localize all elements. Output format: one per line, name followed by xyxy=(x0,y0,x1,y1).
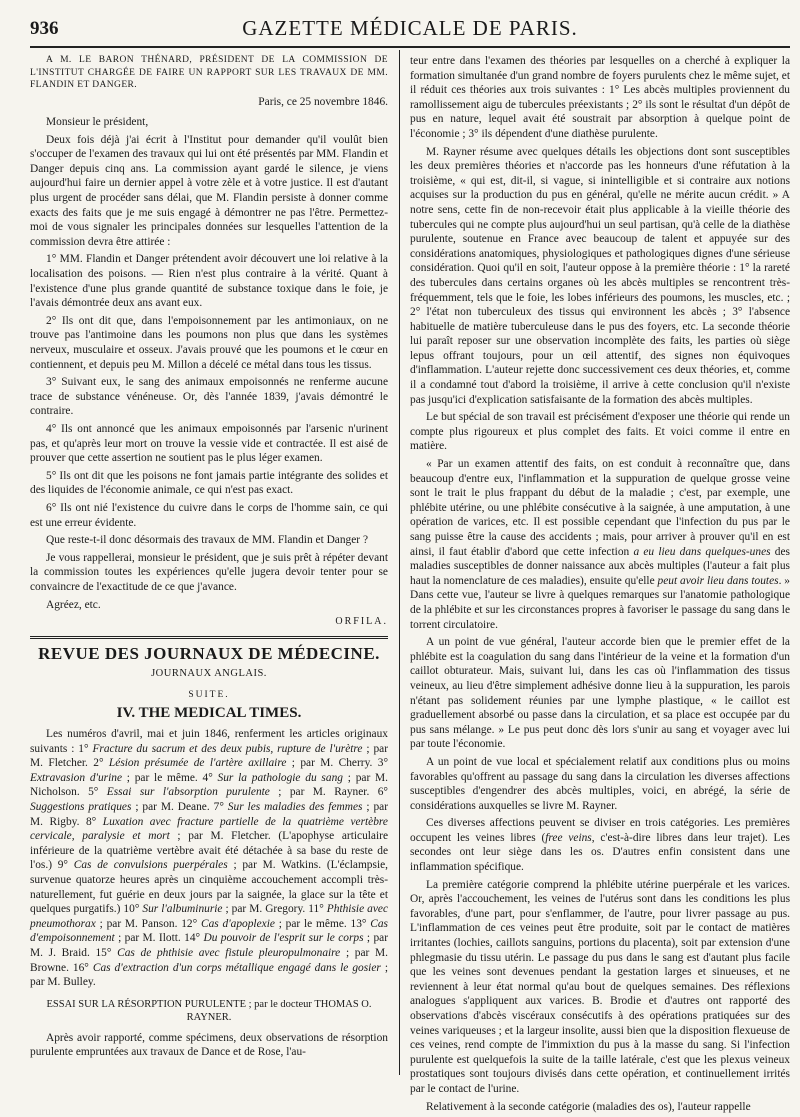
left-column xyxy=(30,54,388,1063)
essai-first-paragraph: Après avoir rapporté, comme spécimens, deux observations de résorption purulente empruntées aux travaux de Dance et de Rose, l'au- xyxy=(30,1031,388,1059)
body-paragraph: A un point de vue local et spécialement relatif aux conditions plus ou moins favorables qu'offrent au passage du sang dans la circulation les diverses affections susceptibles d'engendrer des abcès multiples, voici, en abrégé, la série de considérations auxquelles se livre M. Rayner. xyxy=(410,755,790,812)
letter-paragraph: 3° Suivant eux, le sang des animaux empoisonnés ne renferme aucune trace de substance vénéneuse. Or, dès l'année 1839, j'avais démontré le contraire. xyxy=(30,376,388,418)
letter-body xyxy=(30,133,388,612)
letter-paragraph: Que reste-t-il donc désormais des travaux de MM. Flandin et Danger ? xyxy=(46,534,369,547)
body-paragraph: Ces diverses affections peuvent se diviser en trois catégories. Les premières occupent les veines libres (free veins, c'est-à-dire libres dans leur trajet). Les secondes ont leur siège dans les os. D'autres enfin consistent dans une inflammation spécifique. xyxy=(410,817,790,874)
page-number: 936 xyxy=(30,18,59,39)
letter-paragraph: 2° Ils ont dit que, dans l'empoisonnement par les antimoniaux, on ne trouve pas l'antimoine dans les poumons non plus que dans les systèmes nerveux, musculaire et osseux. J'avais prouvé que les poumons et le cœur en contiennent, et depuis peu M. Millon a décelé ce métal dans tous les tissus. xyxy=(30,314,388,371)
header-rule xyxy=(30,46,790,48)
letter-paragraph: 6° Ils ont nié l'existence du cuivre dans le corps de l'homme sain, ce qui est une erreur évidente. xyxy=(30,501,388,529)
body-paragraph: teur entre dans l'examen des théories par lesquelles on a cherché à expliquer la formation simultanée d'un grand nombre de foyers purulents chez le même sujet, et il réduit ces théories aux trois suivantes : 1° Les abcès multiples proviennent du ramollissement aigu de tubercules préexistants ; 2° ils sont le résultat d'un dépôt de pus en nature, lequel avait été soustrait par absorption à quelque point de l'économie ; 3° ils dépendent d'une diathèse purulente. xyxy=(410,55,790,140)
revue-subtitle: JOURNAUX ANGLAIS. xyxy=(151,668,267,680)
revue-suite: SUITE. xyxy=(188,689,230,700)
body-paragraph: M. Rayner résume avec quelques détails les objections dont sont susceptibles les deux premières théories et n'accorde pas les honneurs d'une réfutation à la troisième, « qui est, dit-il, si vague, si inintelligible et si contraire aux notions acquises sur la production du pus en général, qu'elle ne mérite aucun crédit. » A notre sens, cette fin de non-recevoir était plus applicable à la vieille théorie des tubercules qui ne compte plus aujourd'hui un seul partisan, qu'à celle de la diathèse purulente, soutenue en France avec beaucoup de talent et appuyée sur des considérations anatomiques, physiologiques et pathologiques dignes d'une sérieuse considération. Quoi qu'il en soit, l'auteur oppose à la première théorie : 1° la rareté des tubercules dans certains organes où les abcès multiples se rencontrent très-fréquemment, tels que le foie, les lobes inférieurs des poumons, les muscles, etc. ; 2° l'état non tuberculeux des tissus qui environnent les abcès ; 3° l'absence habituelle de matière tuberculeuse dans le pus des foyers, etc. La seconde théorie lui paraît reposer sur une observation incomplète des faits, les parties où siège lepus offrant toujours, pour un œil attentif, des signes non équivoques d'inflammation. L'auteur rejette donc successivement ces deux théories, et, comme il a condamné tout d'abord la troisième, il arrive à cette conclusion qu'il n'existe pas jusqu'ici d'explication satisfaisante de la formation des abcès multiples. xyxy=(410,145,790,406)
body-paragraph: A un point de vue général, l'auteur accorde bien que le premier effet de la phlébite est la coagulation du sang dans l'intérieur de la veine et la formation d'un caillot obturateur. Mais, suivant lui, dans les cas où l'inflammation des tissus veineux, au lieu d'être simplement adhésive donne lieu à la suppuration, les parois n'étant pas solidement réunies par une lymphe plastique, « le caillot est graduellement absorbé ou passe dans la circulation, et sa place est occupée par du pus sans mélange. » Le pus peut donc dès lors s'unir au sang et voyager avec lui par toute l'économie. xyxy=(410,636,790,751)
letter-paragraph: Deux fois déjà j'ai écrit à l'Institut pour demander qu'il voulût bien s'occuper de l'examen des travaux qui lui ont été présentés par MM. Flandin et Danger depuis cinq ans. La commission ayant gardé le silence, je viens aujourd'hui faire un dernier appel à votre zèle et à votre justice. Il est d'autant plus urgent de procéder sans délai, que M. Flandin persiste à donner comme exacts des faits que je me suis engagé à démontrer ne pas l'être. Permettez-moi de vous signaler les principales données sur lesquelles l'attention de la commission devra être attirée : xyxy=(30,133,388,248)
letter-date: Paris, ce 25 novembre 1846. xyxy=(258,95,388,108)
essai-title: ESSAI SUR LA RÉSORPTION PURULENTE ; par le docteur THOMAS O. RAYNER. xyxy=(46,998,372,1024)
body-paragraph: Relativement à la seconde catégorie (maladies des os), l'auteur rappelle xyxy=(426,1100,751,1113)
letter-paragraph: 4° Ils ont annoncé que les animaux empoisonnés par l'arsenic n'urinent pas, et qu'après leur mort on trouve la vessie vide et contractée. Il est aisé de prouver que cette assertion ne soutient pas le plus léger examen. xyxy=(30,422,388,465)
body-paragraph: La première catégorie comprend la phlébite utérine puerpérale et les varices. Or, après l'accouchement, les veines de l'utérus sont dans les conditions les plus favorables, d'une part, pour s'enflammer, de l'autre, pour livrer passage au pus. L'inflammation de ces veines peut être produite, soit par le contact de matières irritantes (lochies, caillots sanguins, portions du placenta), soit par extension d'une phlegmasie du tissu utérin. Le passage du pus dans le sang est d'autant plus facile que les veines sont devenues pendant la gestation larges et sinueuses, et ne reviennent à leur état normal qu'au bout de quelques semaines. Des réflexions analogues s'appliquent aux varices. B. Brodie et d'autres ont rapporté des observations d'abcès viscéraux consécutifs à des opérations pratiquées sur des veines variqueuses ; et la largeur insolite, aussi bien que la disposition flexueuse de ces veines, rend compte de l'immixtion du pus à la masse du sang. Si l'infection purulente est quelquefois la suite de la taille latérale, c'est que les plexus veineux prostatiques sont toujours divisés dans cette opération, et continuellement irrités par le contact de l'urine. xyxy=(410,878,790,1095)
letter-paragraph: 1° MM. Flandin et Danger prétendent avoir découvert une loi relative à la localisation des poisons. — Rien n'est plus contraire à la vérité. Quant à l'existence d'une plus grande quantité de substance toxique dans le foie, je l'avais démontrée deux ans avant eux. xyxy=(30,253,388,310)
revue-title: REVUE DES JOURNAUX DE MÉDECINE. xyxy=(38,643,380,663)
letter-paragraph: Agréez, etc. xyxy=(46,598,101,611)
journal-title: GAZETTE MÉDICALE DE PARIS. xyxy=(242,16,578,40)
section-rule xyxy=(30,636,388,639)
column-divider xyxy=(399,50,400,1075)
right-column xyxy=(410,54,790,1117)
letter-paragraph: Je vous rappellerai, monsieur le président, que je suis prêt à répéter devant la commission toutes les expériences qu'elle jugera devoir tenter pour se convaincre de l'exactitude de ce que j'avance. xyxy=(30,551,388,593)
letter-signature: ORFILA. xyxy=(335,616,388,628)
body-paragraph: Le but spécial de son travail est précisément d'exposer une théorie qui rende un compte plus rigoureux et plus complet des faits. Et voici comme il entre en matière. xyxy=(410,411,790,453)
letter-address: A M. LE BARON THÉNARD, PRÉSIDENT DE LA COMMISSION DE L'INSTITUT CHARGÉE DE FAIRE UN RAPPORT SUR LES TRAVAUX DE MM. FLANDIN ET DANGER. xyxy=(30,55,388,90)
section-heading: IV. THE MEDICAL TIMES. xyxy=(116,705,302,722)
page-header xyxy=(30,14,790,42)
article-list-paragraph: Les numéros d'avril, mai et juin 1846, renferment les articles originaux suivants : 1° Fracture du sacrum et des deux pubis, rupture de l'urètre ; par M. Fletcher. 2° Lésion présumée de l'artère axillaire ; par M. Cherry. 3° Extravasion d'urine ; par le même. 4° Sur la pathologie du sang ; par M. Nicholson. 5° Essai sur l'absorption purulente ; par M. Rayner. 6° Suggestions pratiques ; par M. Deane. 7° Sur les maladies des femmes ; par M. Rigby. 8° Luxation avec fracture partielle de la quatrième vertèbre cervicale, paralysie et mort ; par M. Fletcher. (L'apophyse articulaire inférieure de la quatrième vertèbre avait été détachée à sa base du reste de l'os.) 9° Cas de convulsions puerpérales ; par M. Watkins. (L'éclampsie, survenue quatorze heures après un cinquième accouchement accompli très-naturellement, fut guérie en deux jours par la saignée, la glace sur la tête et quelques purgatifs.) 10° Sur l'albuminurie ; par M. Gregory. 11° Phthisie avec pneumothorax ; par M. Panson. 12° Cas d'apoplexie ; par le même. 13° Cas d'empoisonnement ; par M. Ilott. 14° Du pouvoir de l'esprit sur le corps ; par M. J. Braid. 15° Cas de phthisie avec fistule pleuropulmonaire ; par M. Browne. 16° Cas d'extraction d'un corps métallique engagé dans le gosier ; par M. Bulley. xyxy=(30,728,389,989)
body-paragraph: « Par un examen attentif des faits, on est conduit à reconnaître que, dans beaucoup d'entre eux, l'inflammation et la suppuration de quelque grosse veine sont le trait le plus frappant du début de la maladie ; c'est, par exemple, une phlébite utérine, ou une phlébite consécutive à la saignée, à une amputation, à une opération de varices, etc. Il est possible cependant que l'infection du pus par le sang puisse être la cause des accidents ; mais, pour arriver à prouver qu'il en est ainsi, il faut établir d'abord que cette infection a eu lieu dans quelques-unes des maladies susceptibles de donner naissance aux abcès multiples (l'auteur a fait plus haut la nomenclature de ces maladies), ensuite qu'elle peut avoir lieu dans toutes. » Dans cette vue, l'auteur se livre à quelques remarques sur l'anatomie pathologique de la phlébite et sur les circonstances propres à favoriser le passage du sang dans le torrent circulatoire. xyxy=(410,458,790,631)
letter-paragraph: 5° Ils ont dit que les poisons ne font jamais partie intégrante des solides et des liquides de l'économie animale, ce qui n'est pas exact. xyxy=(30,469,388,497)
letter-salutation: Monsieur le président, xyxy=(46,116,149,129)
